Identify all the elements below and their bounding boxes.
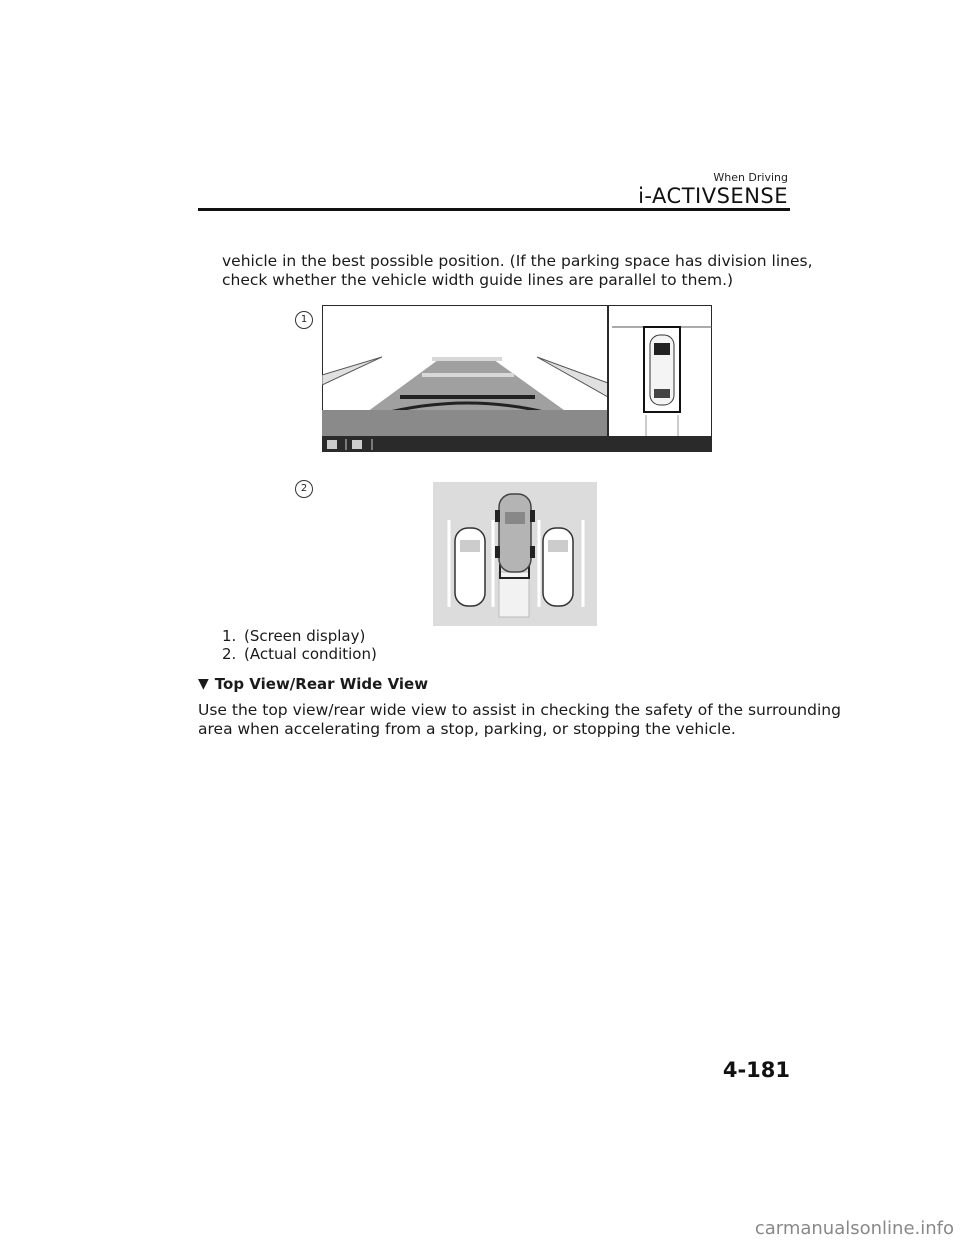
watermark: carmanualsonline.info: [754, 1218, 954, 1239]
intro-line-2: check whether the vehicle width guide lines are parallel to them.): [222, 271, 734, 289]
screen-display-figure: [322, 305, 712, 452]
chapter-title: i-ACTIVSENSE: [638, 184, 788, 208]
parked-car-left: [455, 528, 485, 606]
callout-1: 1: [295, 311, 313, 329]
section-title: When Driving: [713, 171, 788, 184]
section-heading: ▼ Top View/Rear Wide View: [198, 675, 429, 693]
own-vehicle: [495, 494, 535, 572]
triangle-marker-icon: ▼: [198, 676, 209, 692]
section-body-line-2: area when accelerating from a stop, parking, or stopping the vehicle.: [198, 720, 736, 738]
callout-2: 2: [295, 480, 313, 498]
page-number: 4-181: [722, 1058, 790, 1082]
section-body-line-1: Use the top view/rear wide view to assist in checking the safety of the surrounding: [198, 701, 841, 719]
list-item: 2. (Actual condition): [222, 645, 377, 663]
figure-legend: [222, 627, 377, 663]
intro-line-1: vehicle in the best possible position. (If the parking space has division lines,: [222, 252, 813, 270]
header-divider: [198, 208, 790, 211]
list-item: 1. (Screen display): [222, 627, 366, 645]
actual-condition-figure: [433, 482, 597, 626]
parked-car-right: [543, 528, 573, 606]
